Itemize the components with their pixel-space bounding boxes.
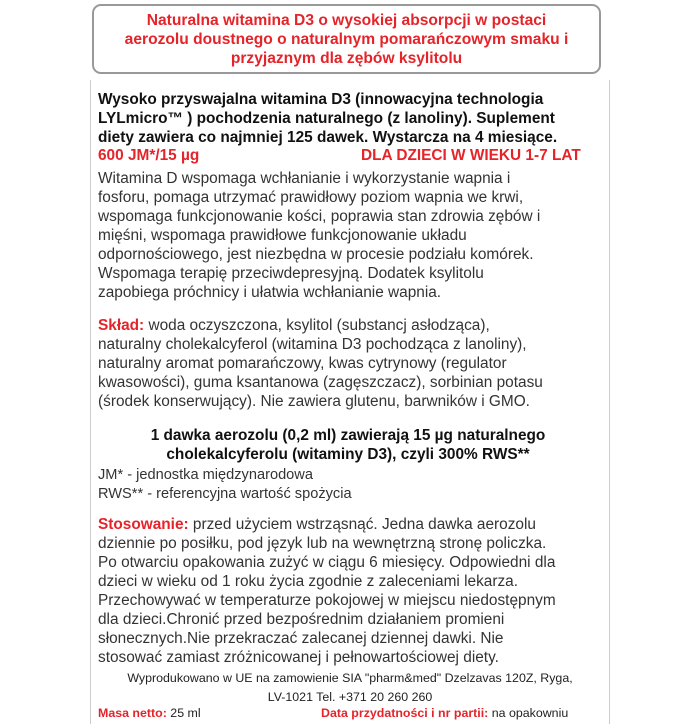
usage-line: słonecznych.Nie przekraczać zalecanej dziennej dawki. Nie — [98, 630, 504, 647]
composition-line: naturalny aromat pomarańczowy, kwas cytrynowy (regulator — [98, 355, 507, 372]
composition-first-text: woda oczyszczona, ksylitol (substancj asłodząca), — [144, 317, 490, 334]
usage-line: stosować zamiast zróżnicowanej i pełnowartościowej diety. — [98, 649, 499, 666]
benefits-line: Wspomaga terapię przeciwdepresyjną. Dodatek ksylitolu — [98, 265, 484, 282]
net-weight — [98, 706, 201, 720]
per-dose-line: cholekalcyferolu (witaminy D3), czyli 300% RWS** — [166, 446, 530, 463]
header-title — [102, 11, 592, 68]
net-weight-label: Masa netto: — [98, 706, 167, 720]
usage-line: dziennie po posiłku, pod język lub na wewnętrzną stronę policzka. — [98, 535, 547, 552]
manufacturer-line-1: Wyprodukowano w UE na zamowienie SIA "pharm&med" Dzelzavas 120Z, Ryga, — [127, 671, 573, 685]
composition-line: kwasowości), guma ksantanowa (zagęszczacz), sorbinian potasu — [98, 374, 543, 391]
net-weight-value: 25 ml — [166, 706, 201, 720]
age-group: DLA DZIECI W WIEKU 1-7 LAT — [361, 147, 581, 164]
intro-paragraph — [98, 90, 604, 147]
usage-line: Po otwarciu opakowania zużyć w ciągu 6 miesięcy. Odpowiedni dla — [98, 554, 556, 571]
composition-first-line — [98, 316, 604, 335]
usage-paragraph — [98, 515, 604, 667]
usage-line: Przechowywać w temperaturze pokojowej w miejscu niedostępnym — [98, 592, 556, 609]
footnote-rws: RWS** - referencyjna wartość spożycia — [98, 486, 352, 502]
usage-line: dzieci w wieku od 1 roku życia zgodnie z zaleceniami lekarza. — [98, 573, 519, 590]
intro-line: Wysoko przyswajalna witamina D3 (innowacyjna technologia — [98, 91, 544, 108]
header-line: przyjaznym dla zębów ksylitolu — [230, 49, 463, 67]
expiry-value: na opakowniu — [488, 706, 569, 720]
benefits-line: Witamina D wspomaga wchłanianie i wykorzystanie wapnia i — [98, 170, 511, 187]
benefits-paragraph — [98, 169, 604, 302]
usage-first-text: przed użyciem wstrząsnąć. Jedna dawka aerozolu — [188, 516, 536, 533]
intro-line: diety zawiera co najmniej 125 dawek. Wystarcza na 4 miesiące. — [98, 129, 558, 146]
composition-label: Skład: — [98, 317, 145, 334]
composition-paragraph — [98, 316, 604, 411]
per-dose-statement — [98, 426, 598, 464]
footnote-jm: JM* - jednostka międzynarodowa — [98, 467, 313, 483]
manufacturer-line-2: LV-1021 Tel. +371 20 260 260 — [267, 690, 433, 704]
expiry-info — [321, 706, 568, 720]
composition-line: (środek konserwujący). Nie zawiera glutenu, barwników i GMO. — [98, 393, 530, 410]
usage-label: Stosowanie: — [98, 516, 189, 533]
benefits-line: wspomaga funkcjonowanie kości, poprawia stan zdrowia zębów i — [98, 208, 541, 225]
usage-first-line — [98, 515, 604, 534]
benefits-line: mięśni, wspomaga prawidłowe funkcjonowanie układu — [98, 227, 467, 244]
per-dose-line: 1 dawka aerozolu (0,2 ml) zawierają 15 µg naturalnego — [150, 427, 546, 444]
header-line: aerozolu doustnego o naturalnym pomarańczowym smaku i — [124, 30, 569, 48]
header-line: Naturalna witamina D3 o wysokiej absorpcji w postaci — [146, 11, 547, 29]
intro-line: LYLmicro™ ) pochodzenia naturalnego (z lanoliny). Suplement — [98, 110, 555, 127]
expiry-label: Data przydatności i nr partii: — [321, 706, 489, 720]
header-box — [92, 4, 601, 74]
benefits-line: odpornościowego, jest niezbędna w procesie podziału komórek. — [98, 246, 534, 263]
usage-line: dla dzieci.Chronić przed bezpośrednim działaniem promieni — [98, 611, 505, 628]
composition-line: naturalny cholekalcyferol (witamina D3 pochodząca z lanoliny), — [98, 336, 527, 353]
benefits-line: zapobiega próchnicy i ułatwia wchłanianie wapnia. — [98, 284, 442, 301]
dose-amount: 600 JM*/15 µg — [98, 147, 200, 164]
benefits-line: fosforu, pomaga utrzymać prawidłowy poziom wapnia we krwi, — [98, 189, 524, 206]
